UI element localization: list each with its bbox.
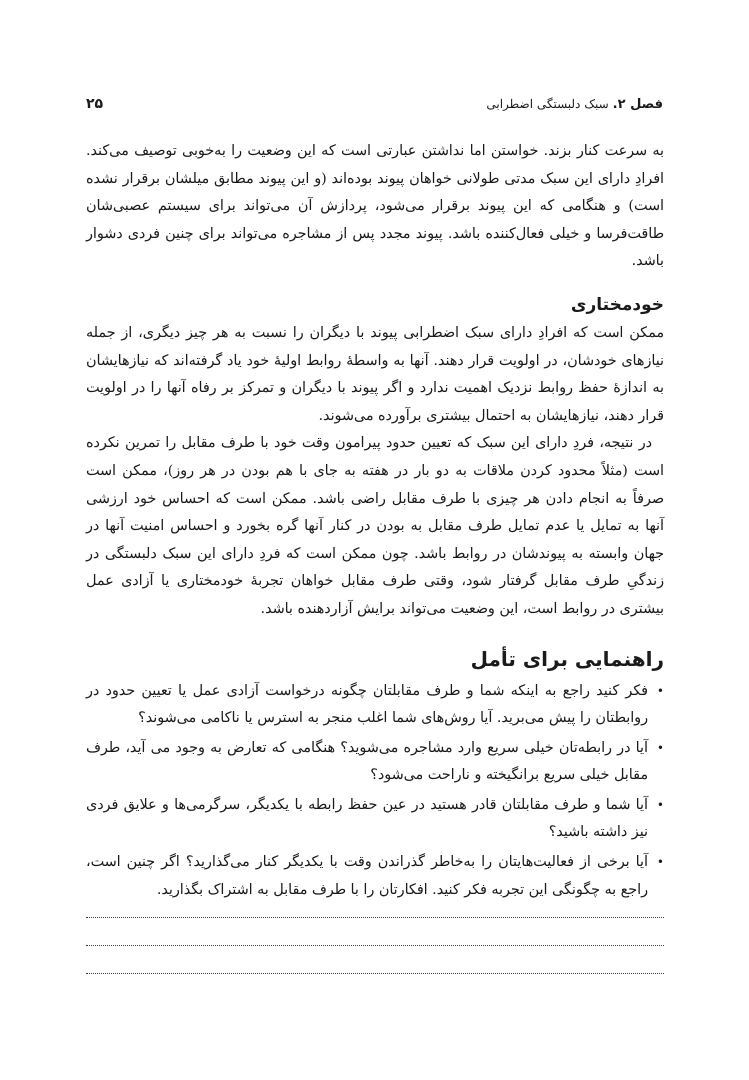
dotted-answer-line[interactable] (86, 944, 664, 946)
bullet-icon: • (656, 797, 664, 812)
reflection-prompt (86, 849, 664, 904)
chapter-title: سبک دلبستگی اضطرابی (486, 96, 609, 111)
dotted-answer-line[interactable] (86, 972, 664, 974)
bullet-icon: • (656, 855, 664, 870)
page-number: ۲۵ (86, 96, 104, 112)
autonomy-paragraph-2: در نتیجه، فردِ دارای این سبک که تعیین حدود پیرامون وقت خود با طرف مقابل را تمرین نکرده است (مثلاً محدود کردن ملاقات به دو بار در هفته به جای با هم بودن در هر روز)، ممکن است صرفاً به انجام دادن هر چیزی با طرف مقابل راضی باشد. ممکن است که احساس خود ارزشی آنها به تمایل یا عدم تمایل طرف مقابل به بودن در کنار آنها گره بخورد و احساس امنیت آنها در جهان وابسته به پیوندشان در روابط باشد. چون ممکن است که فردِ دارای این سبک دلبستگی در زندگیِ طرف مقابل گرفتار شود، وقتی طرف مقابل خواهان تجربهٔ خودمختاری یا آزادی عمل بیشتری در روابط است، این وضعیت می‌تواند برایش آزاردهنده باشد. (86, 435, 664, 617)
reflection-prompt (86, 735, 664, 790)
answer-lines (86, 916, 664, 974)
autonomy-paragraph-1: ممکن است که افرادِ دارای سبک اضطرابی پیوند با دیگران را نسبت به هر چیز دیگری، از جمله نیازهای خودشان، در اولویت قرار دهند. آنها به واسطهٔ روابط اولیهٔ خود یاد گرفته‌اند که نیازهایشان به اندازهٔ حفظ روابط نزدیک اهمیت ندارد و اگر پیوند با دیگران و تمرکز بر رفاه آنها را در اولویت قرار دهند، نیازهایشان به احتمال بیشتری برآورده می‌شوند. (86, 324, 664, 424)
autonomy-heading: خودمختاری (570, 294, 664, 315)
reflection-prompt (86, 792, 664, 847)
prompt-text: آیا شما و طرف مقابلتان قادر هستید در عین حفظ رابطه با یکدیگر، سرگرمی‌ها و علایق فردی نیز داشته باشید؟ (86, 796, 648, 841)
prompt-text: آیا برخی از فعالیت‌هایتان را به‌خاطر گذراندن وقت با یکدیگر کنار می‌گذارید؟ اگر چنین است، راجع به چگونگی این تجربه فکر کنید. افکارتان را با طرف مقابل به اشتراک بگذارید. (86, 854, 648, 898)
bullet-icon: • (656, 683, 664, 698)
reflection-prompts (86, 678, 664, 905)
chapter-label (486, 97, 663, 112)
dotted-answer-line[interactable] (86, 916, 664, 918)
reflection-heading: راهنمایی برای تأمل (470, 646, 664, 671)
prompt-text: آیا در رابطه‌تان خیلی سریع وارد مشاجره می‌شوید؟ هنگامی که تعارض به وجود می آید، طرف مقابل خیلی سریع برانگیخته و ناراحت می‌شود؟ (86, 739, 648, 784)
running-header (86, 92, 663, 116)
chapter-number: فصل ۲. (612, 96, 663, 112)
page-body (86, 138, 664, 974)
reflection-prompt (86, 678, 664, 733)
bullet-icon: • (656, 740, 664, 755)
prompt-text: فکر کنید راجع به اینکه شما و طرف مقابلتان چگونه درخواست آزادی عمل یا تعیین حدود در روابطتان را پیش می‌برید. آیا روش‌های شما اغلب منجر به استرس یا ناکامی می‌شوند؟ (86, 682, 648, 727)
intro-paragraph: به سرعت کنار بزند. خواستن اما نداشتن عبارتی است که این وضعیت را به‌خوبی توصیف می‌کند. افرادِ دارای این سبک مدتی طولانی خواهان پیوند بوده‌اند (و این پیوند مطابق میلشان برقرار نشده است) و هنگامی که این پیوند برقرار می‌شود، پردازش آن می‌تواند برای سیستم عصبی‌شان طاقت‌فرسا و خیلی فعال‌کننده باشد. پیوند مجدد پس از مشاجره می‌تواند برای چنین فردی دشوار باشد. (86, 143, 664, 270)
